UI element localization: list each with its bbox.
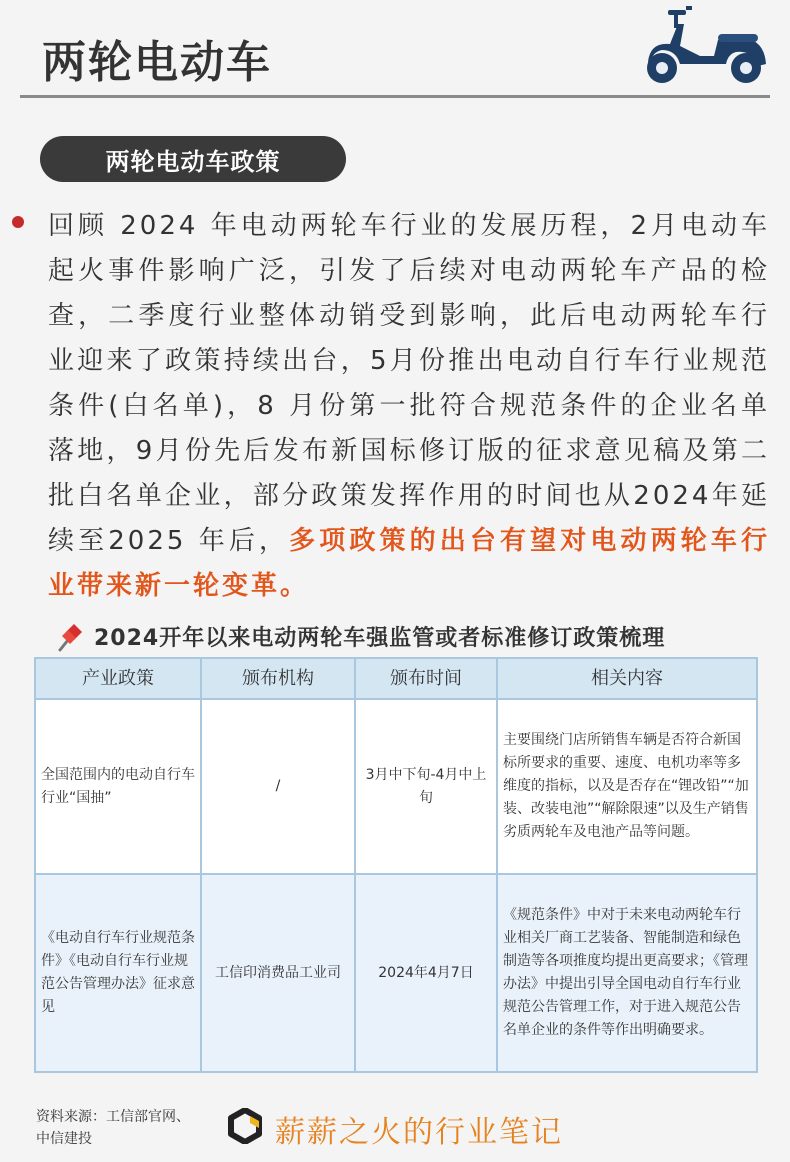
source-line: 资料来源：工信部官网、 <box>36 1109 190 1125</box>
policy-table <box>34 657 758 1073</box>
column-header: 颁布时间 <box>355 658 497 699</box>
brand-name: 薪薪之火的行业笔记 <box>275 1115 563 1150</box>
brand-logo-icon <box>228 1108 262 1144</box>
table-caption-text: 2024开年以来电动两轮车强监管或者标准修订政策梳理 <box>94 626 666 651</box>
header-divider <box>20 95 770 98</box>
column-header: 颁布机构 <box>201 658 355 699</box>
section-heading: 两轮电动车政策 <box>40 136 346 182</box>
source-note <box>36 1106 190 1150</box>
bullet-dot-icon <box>12 216 24 228</box>
column-header: 产业政策 <box>35 658 201 699</box>
page-title: 两轮电动车 <box>42 37 272 88</box>
time-cell: 3月中下旬-4月中上旬 <box>355 699 497 874</box>
content-cell: 《规范条件》中对于未来电动两轮车行业相关厂商工艺装备、智能制造和绿色制造等各项推度均提出更高要求；《管理办法》中提出引导全国电动自行车行业规范公告管理工作，对于进入规范公告名单企业的条件等作出明确要求。 <box>497 874 757 1072</box>
agency-cell: / <box>201 699 355 874</box>
table-caption <box>56 621 776 652</box>
paragraph-text: 回顾 2024 年电动两轮车行业的发展历程，2月电动车起火事件影响广泛，引发了后续对电动两轮车产品的检查，二季度行业整体动销受到影响，此后电动两轮车行业迎来了政策持续出台，5月份推出电动自行车行业规范条件(白名单)，8 月份第一批符合规范条件的企业名单落地，9月份先后发布新国标修订版的征求意见稿及第二批白名单企业，部分政策发挥作用的时间也从2024年延续至2025 年后， <box>48 211 770 556</box>
header <box>0 0 790 100</box>
column-header: 相关内容 <box>497 658 757 699</box>
pushpin-icon <box>56 622 84 652</box>
agency-cell: 工信印消费品工业司 <box>201 874 355 1072</box>
time-cell: 2024年4月7日 <box>355 874 497 1072</box>
policy-cell: 全国范围内的电动自行车行业“国抽” <box>35 699 201 874</box>
source-line: 中信建投 <box>36 1131 92 1147</box>
policy-cell: 《电动自行车行业规范条件》《电动自行车行业规范公告管理办法》征求意见 <box>35 874 201 1072</box>
scooter-icon <box>640 4 770 86</box>
content-cell: 主要围绕门店所销售车辆是否符合新国标所要求的重要、速度、电机功率等多维度的指标，以及是否存在“锂改铅”“加装、改装电池”“解除限速”以及生产销售劣质两轮车及电池产品等问题。 <box>497 699 757 874</box>
table-row <box>35 874 757 1072</box>
table-header-row <box>35 658 757 699</box>
paragraph-highlight: 多项政策的出台有望对电动两轮车行业带来新一轮变革。 <box>48 526 770 601</box>
intro-paragraph <box>48 204 770 609</box>
table-row <box>35 699 757 874</box>
